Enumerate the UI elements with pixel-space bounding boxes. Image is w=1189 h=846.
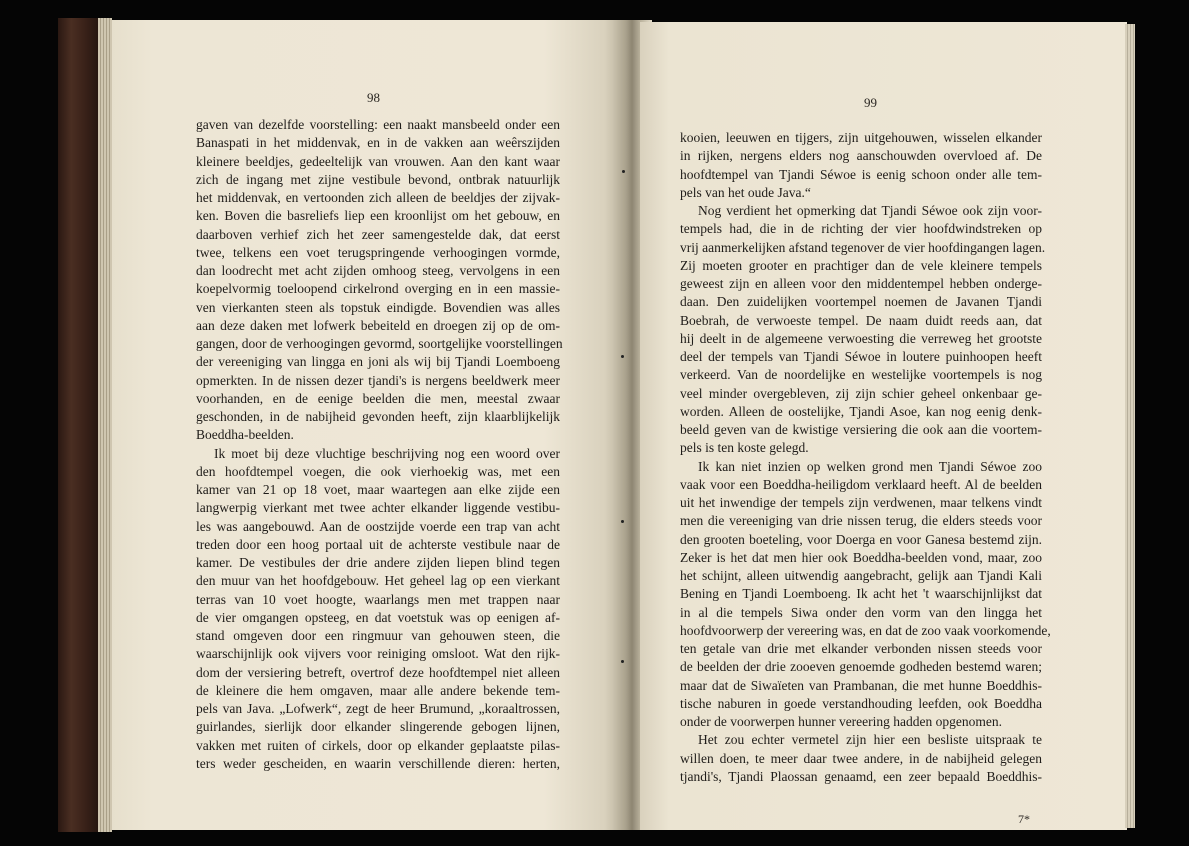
text-line: kooien, leeuwen en tijgers, zijn uitgehouwen, wisselen elkander bbox=[680, 130, 1042, 145]
text-line: deel der tempels van Tjandi Séwoe in loutere puinhoopen heeft bbox=[680, 349, 1042, 364]
text-line: verkeerd. Van de noordelijke en westelijke voortempels is nog bbox=[680, 367, 1042, 383]
text-line: treden door een hoog portaal uit de achterste vestibule naar de bbox=[196, 536, 560, 552]
text-line: in rijken, nergens elders nog aanschouwden overvloed af. De bbox=[680, 148, 1042, 164]
binding-mark bbox=[621, 355, 624, 358]
text-line: Nog verdient het opmerking dat Tjandi Séwoe ook zijn voor- bbox=[698, 203, 1042, 218]
text-line: Bening en Tjandi Loemboeng. Ik acht het 't waarschijnlijkst dat bbox=[680, 586, 1042, 602]
text-line: les was aangebouwd. Aan de oostzijde voerde een trap van acht bbox=[196, 518, 560, 534]
book-spine bbox=[58, 18, 102, 832]
text-line: koepelvormig toeloopend cirkelrond overging en in een massie- bbox=[196, 281, 560, 297]
text-line: Banaspati in het middenvak, en in de vakken aan weêrszijden bbox=[196, 135, 560, 151]
text-line: men die vereeniging van drie nissen terug, die elders steeds voor bbox=[680, 513, 1042, 529]
text-line: dan loodrecht met acht zijden omhoog steeg, vervolgens in een bbox=[196, 263, 560, 278]
text-line: twee, telkens een voet terugspringende verhoogingen vormde, bbox=[196, 244, 560, 260]
text-line: Boeddha-beelden. bbox=[196, 427, 294, 443]
text-line: langwerpig vierkant met twee achter elkander liggende vestibu- bbox=[196, 500, 560, 516]
right-page-number: 99 bbox=[864, 95, 877, 110]
text-line: voorhanden, en de eenige beelden die men, meestal zwaar bbox=[196, 390, 560, 406]
right-page-body bbox=[680, 129, 1051, 786]
text-line: de beelden der drie zooeven genoemde godheden bestemd waren; bbox=[680, 659, 1042, 675]
binding-mark bbox=[621, 520, 624, 523]
text-line: in al die tempels Siwa onder den vorm van den lingga het bbox=[680, 604, 1042, 620]
binding-mark bbox=[621, 660, 624, 663]
text-line: de kleinere die hem omgaven, maar alle andere bekende tem- bbox=[196, 682, 560, 698]
text-line: opmerkten. In de nissen dezer tjandi's is nergens beeldwerk meer bbox=[196, 372, 560, 388]
text-line: tjandi's, Tjandi Plaossan genaamd, een zeer bepaald Boeddhis- bbox=[680, 768, 1042, 784]
text-line: pels is ten koste gelegd. bbox=[680, 440, 809, 456]
text-line: ters weder gescheiden, en waarin verschillende dieren: herten, bbox=[196, 755, 560, 771]
text-line: Het zou echter vermetel zijn hier een besliste uitspraak te bbox=[698, 732, 1042, 748]
text-line: hij deelt in de algemeene verwoesting die verreweg het grootste bbox=[680, 330, 1042, 346]
left-page-number: 98 bbox=[367, 90, 380, 105]
text-line: daan. Den zuidelijken voortempel noemen de Javanen Tjandi bbox=[680, 294, 1042, 310]
text-line: terras van 10 voet hoogte, waarlangs men met trappen naar bbox=[196, 591, 560, 607]
binding-mark bbox=[622, 170, 625, 173]
signature-mark: 7* bbox=[1018, 812, 1030, 826]
text-line: geschonden, in de nabijheid gevonden heeft, zijn klaarblijkelijk bbox=[196, 409, 560, 424]
text-line: vakken met ruiten of cirkels, door op elkander geplaatste pilas- bbox=[196, 737, 560, 753]
text-line: het schijnt, alleen uitwendig aangebracht, gelijk aan Tjandi Kali bbox=[680, 568, 1042, 583]
text-line: zich de ingang met zijne vestibule bevond, ontbrak natuurlijk bbox=[196, 171, 560, 187]
text-line: pels van het oude Java.“ bbox=[680, 184, 811, 200]
left-page-edges bbox=[98, 18, 112, 832]
text-line: vaak voor een Boeddha-heiligdom verklaard heeft. Al de beelden bbox=[680, 476, 1042, 492]
text-line: hoofdtempel van Tjandi Séwoe is eenig schoon onder alle tem- bbox=[680, 166, 1042, 182]
text-line: veel minder overgebleven, zij zijn schier geheel onkenbaar ge- bbox=[680, 385, 1042, 401]
text-line: stand omgeven door een ringmuur van gehouwen steen, die bbox=[196, 628, 560, 643]
text-line: guirlandes, sierlijk door elkander slingerende gebogen lijnen, bbox=[196, 719, 560, 735]
text-line: Boebrah, de verwoeste tempel. De naam duidt reeds aan, dat bbox=[680, 312, 1042, 328]
text-line: de vier omgangen opsteeg, en dat voetstuk was op eenigen af- bbox=[196, 609, 560, 625]
text-line: den grooten boeteling, voor Doerga en voor Ganesa bestemd zijn. bbox=[680, 531, 1042, 547]
text-line: het middenvak, en vertoonden zich alleen de beeldjes der zijvak- bbox=[196, 190, 560, 205]
text-line: waarschijnlijk ook vijvers voor reiniging omsloot. Wat den rijk- bbox=[196, 646, 560, 662]
text-line: ten getale van drie met elkander verbonden nissen steeds voor bbox=[680, 641, 1042, 656]
text-line: aan deze daken met lofwerk bebeiteld en droegen zij op de om- bbox=[196, 317, 560, 333]
text-line: den hoofdtempel voegen, die ook vierhoekig was, met een bbox=[196, 463, 560, 479]
text-line: gangen, door de verhoogingen gevormd, soortgelijke voorstellingen bbox=[196, 336, 563, 351]
text-line: Ik moet bij deze vluchtige beschrijving nog een woord over bbox=[214, 445, 560, 461]
text-line: dom der versiering betreft, overtrof deze hoofdtempel niet alleen bbox=[196, 664, 560, 680]
text-line: gaven van dezelfde voorstelling: een naakt mansbeeld onder een bbox=[196, 117, 560, 132]
text-line: Ik kan niet inzien op welken grond men Tjandi Séwoe zoo bbox=[698, 458, 1042, 474]
text-line: uit het inwendige der tempels zijn verdwenen, maar telkens vindt bbox=[680, 495, 1042, 510]
text-line: hoofdvoorwerp der vereering was, en dat de zoo vaak voorkomende, bbox=[680, 622, 1051, 638]
left-page-body bbox=[196, 116, 563, 773]
text-line: onder de voorwerpen hunner vereering hadden opgenomen. bbox=[680, 714, 1003, 729]
text-line: Zij moeten grooter en prachtiger dan de vele kleinere tempels bbox=[680, 257, 1042, 273]
text-line: kleinere beeldjes, gedeeltelijk van vrouwen. Aan den kant waar bbox=[196, 153, 560, 169]
text-line: beeld geven van de kwistige versiering die ook aan die voortem- bbox=[680, 422, 1042, 437]
text-line: ven vierkanten steen als topstuk eindigde. Bovendien was alles bbox=[196, 299, 560, 315]
text-line: daarboven verhief zich het zeer samengestelde dak, dat eerst bbox=[196, 226, 560, 242]
right-page-edges bbox=[1125, 24, 1135, 828]
text-line: ken. Boven die basreliefs liep een kroonlijst om het gebouw, en bbox=[196, 208, 560, 224]
text-line: kamer van 21 op 18 voet, maar waartegen aan elke zijde een bbox=[196, 482, 560, 497]
text-line: willen doen, te meer daar twee andere, in de nabijheid gelegen bbox=[680, 750, 1042, 766]
text-line: tische naburen in goede verstandhouding leefden, ook Boeddha bbox=[680, 695, 1042, 711]
text-line: geweest zijn en alleen voor den middentempel hebben onderge- bbox=[680, 276, 1042, 291]
text-line: Zeker is het dat men hier ook Boeddha-beelden vond, maar, zoo bbox=[680, 549, 1042, 565]
text-line: worden. Alleen de oostelijke, Tjandi Asoe, kan nog eenig denk- bbox=[680, 403, 1042, 419]
text-line: tempels had, die in de richting der vier hoofdwindstreken op bbox=[680, 221, 1042, 237]
text-line: kamer. De vestibules der drie andere zijden liepen blind tegen bbox=[196, 555, 560, 570]
text-line: vrij aanmerkelijken afstand tegenover de vier hoofdingangen lagen. bbox=[680, 239, 1046, 255]
text-line: den muur van het hoofdgebouw. Het geheel lag op een vierkant bbox=[196, 573, 560, 589]
text-line: pels van Java. „Lofwerk“, zegt de heer Brumund, „koraaltrossen, bbox=[196, 701, 560, 716]
text-line: maar dat de Siwaïeten van Prambanan, die met hunne Boeddhis- bbox=[680, 677, 1042, 693]
text-line: der vereeniging van lingga en joni als wij bij Tjandi Loemboeng bbox=[196, 354, 560, 370]
